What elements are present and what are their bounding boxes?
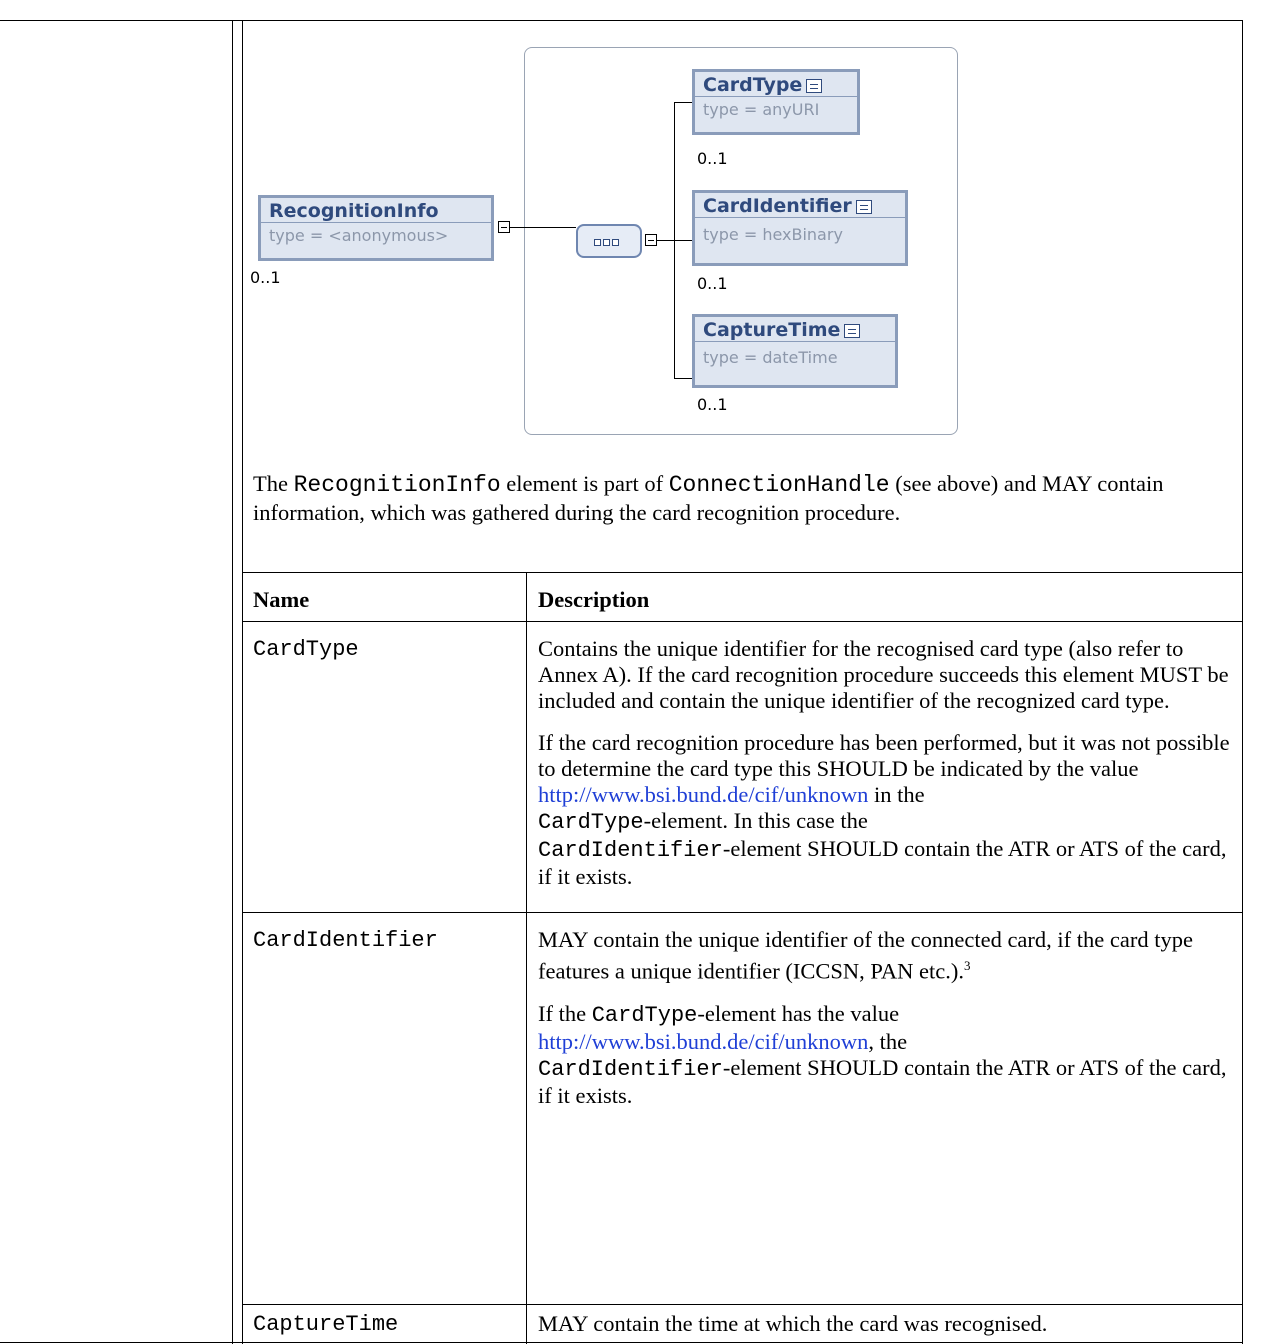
child-element-name: CaptureTime (703, 319, 841, 341)
description-text: in the (868, 782, 925, 807)
child-occurrence: 0..1 (697, 395, 728, 414)
root-collapse-icon[interactable] (498, 221, 510, 233)
footnote-marker[interactable]: 3 (963, 958, 971, 973)
description-paragraph (538, 927, 1233, 985)
description-text: -element has the value (697, 1000, 900, 1026)
description-text: -element. In this case the (643, 808, 868, 833)
intro-code: ConnectionHandle (668, 472, 890, 498)
table-bottom-border (0, 1342, 1243, 1343)
child-element-type: type = anyURI (695, 96, 857, 123)
description-paragraph (538, 1001, 1233, 1109)
row2-bottom-border (242, 1304, 1243, 1305)
intro-text: (see above) and MAY contain information, which was gathered during the card recognition procedure. (253, 471, 1164, 525)
connector-line (510, 227, 576, 228)
description-code: CardType (538, 810, 644, 835)
description-text: , the (868, 1028, 908, 1054)
connector-line (674, 102, 692, 103)
connector-line (657, 240, 675, 241)
connector-line (674, 240, 692, 241)
unknown-card-link[interactable]: http://www.bsi.bund.de/cif/unknown (538, 782, 869, 807)
schema-diagram (242, 22, 1242, 450)
unknown-card-link[interactable]: http://www.bsi.bund.de/cif/unknown (538, 1028, 869, 1054)
description-text: -element SHOULD contain the ATR or ATS of the card, if it exists. (538, 1054, 1227, 1108)
column-header-description: Description (538, 587, 650, 612)
column-divider (526, 572, 527, 1344)
sequence-collapse-icon[interactable] (645, 234, 657, 246)
intro-bottom-border (242, 572, 1243, 573)
sequence-compositor (576, 224, 642, 258)
child-element-node (692, 314, 898, 388)
root-element-node (258, 195, 494, 261)
row-name-capturetime: CaptureTime (253, 1312, 399, 1337)
intro-code: RecognitionInfo (293, 472, 501, 498)
description-text: MAY contain the unique identifier of the connected card, if the card type features a unique identifier (ICCSN, PAN etc.). (538, 927, 1193, 984)
row-description-capturetime: MAY contain the time at which the card was recognised. (538, 1311, 1048, 1336)
row-description-cardtype (538, 636, 1233, 902)
documentation-icon (856, 200, 872, 214)
intro-text: The (253, 471, 294, 496)
documentation-icon (806, 79, 822, 93)
row1-bottom-border (242, 912, 1243, 913)
row-description-cardidentifier (538, 927, 1233, 1121)
documentation-icon (844, 324, 860, 338)
description-paragraph (538, 730, 1233, 890)
connector-line (674, 378, 692, 379)
row-name-cardtype: CardType (253, 637, 359, 662)
table-left-column-border (232, 20, 233, 1344)
child-occurrence: 0..1 (697, 274, 728, 293)
child-element-type: type = hexBinary (695, 217, 905, 252)
root-element-type: type = <anonymous> (261, 222, 491, 249)
child-element-name: CardIdentifier (703, 195, 852, 217)
child-element-type: type = dateTime (695, 341, 895, 374)
header-bottom-border (242, 621, 1243, 622)
table-top-border (0, 20, 1243, 21)
child-element-node (692, 190, 908, 266)
child-element-name: CardType (703, 74, 803, 96)
table-right-border (1242, 20, 1243, 1344)
row-name-cardidentifier: CardIdentifier (253, 928, 438, 953)
description-code: CardIdentifier (538, 1056, 723, 1082)
description-text: If the (538, 1000, 592, 1026)
root-occurrence: 0..1 (250, 268, 281, 287)
root-element-name: RecognitionInfo (269, 200, 439, 222)
intro-paragraph (253, 470, 1243, 526)
sequence-icon (593, 239, 620, 257)
description-text: -element SHOULD contain the ATR or ATS of the card, if it exists. (538, 836, 1227, 889)
description-paragraph: Contains the unique identifier for the recognised card type (also refer to Annex A). If the card recognition procedure succeeds this element MUST be included and contain the unique identifier of the recognized card type. (538, 636, 1229, 713)
column-header-name: Name (253, 587, 310, 612)
description-code: CardType (591, 1002, 698, 1028)
intro-text: element is part of (500, 471, 669, 496)
description-code: CardIdentifier (538, 838, 723, 863)
child-occurrence: 0..1 (697, 149, 728, 168)
child-element-node (692, 69, 860, 135)
description-text: If the card recognition procedure has been performed, but it was not possible to determine the card type this SHOULD be indicated by the value (538, 730, 1230, 781)
